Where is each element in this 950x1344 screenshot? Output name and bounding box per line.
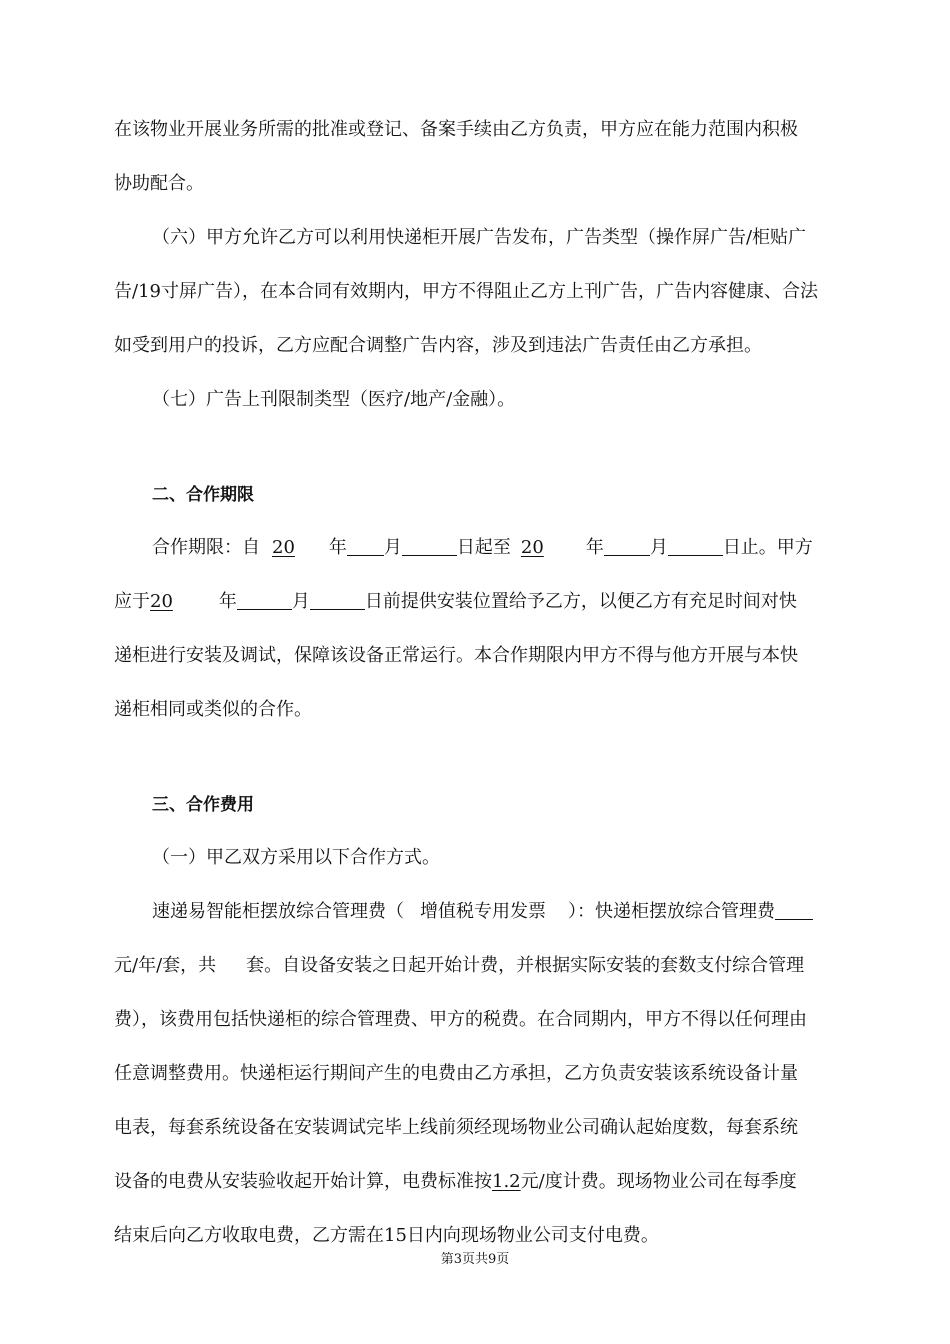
install-month-blank xyxy=(237,591,292,610)
end-month-blank xyxy=(604,537,650,556)
page-number: 第3页共9页 xyxy=(440,1252,510,1267)
paragraph-line: 递柜相同或类似的合作。 xyxy=(114,699,312,720)
fee-line xyxy=(152,900,813,924)
term-text: 日起至 xyxy=(456,537,511,558)
install-day-blank xyxy=(310,591,365,610)
term-text: 合作期限：自 xyxy=(152,537,260,558)
paragraph-line: 电表，每套系统设备在安装调试完毕上线前须经现场物业公司确认起始度数，每套系统 xyxy=(114,1117,798,1138)
invoice-type: 增值税专用发票 xyxy=(420,901,546,922)
paragraph-line: 如受到用户的投诉，乙方应配合调整广告内容，涉及到违法广告责任由乙方承担。 xyxy=(114,335,762,356)
term-text: 日前提供安装位置给予乙方，以便乙方有充足时间对快 xyxy=(364,591,797,612)
paragraph-line: 在该物业开展业务所需的批准或登记、备案手续由乙方负责，甲方应在能力范围内积极 xyxy=(114,119,798,140)
start-month-blank xyxy=(347,537,384,556)
paragraph-line: 协助配合。 xyxy=(114,173,204,194)
fee-item-one: （一）甲乙双方采用以下合作方式。 xyxy=(152,847,440,868)
section-heading-term: 二、合作期限 xyxy=(152,485,254,505)
clause-seven-line: （七）广告上刊限制类型（医疗/地产/金融）。 xyxy=(152,389,516,410)
fee-text: 元/年/套，共 xyxy=(114,955,217,976)
term-text: 年 xyxy=(218,591,237,612)
paragraph-line: 任意调整费用。快递柜运行期间产生的电费由乙方承担，乙方负责安装该系统设备计量 xyxy=(114,1063,798,1084)
end-year-field: 20 xyxy=(520,537,544,558)
section-heading-fees: 三、合作费用 xyxy=(152,795,254,815)
fee-line xyxy=(114,1170,797,1194)
paragraph-line: 结束后向乙方收取电费，乙方需在15日内向现场物业公司支付电费。 xyxy=(114,1225,659,1246)
clause-six-line: （六）甲方允许乙方可以利用快递柜开展广告发布，广告类型（操作屏广告/柜贴广 xyxy=(152,227,807,248)
end-day-blank xyxy=(668,537,723,556)
term-text: 月 xyxy=(383,537,402,558)
term-text: 年 xyxy=(585,537,604,558)
term-text: 月 xyxy=(649,537,668,558)
term-text: 月 xyxy=(291,591,310,612)
term-text: 年 xyxy=(328,537,347,558)
start-year-field: 20 xyxy=(272,537,295,558)
paragraph-line: 递柜进行安装及调试，保障该设备正常运行。本合作期限内甲方不得与他方开展与本快 xyxy=(114,645,798,666)
fee-text: 套。自设备安装之日起开始计费，并根据实际安装的套数支付综合管理 xyxy=(246,955,805,976)
fee-text: 速递易智能柜摆放综合管理费（ xyxy=(152,901,404,922)
fee-text: ）：快递柜摆放综合管理费 xyxy=(568,901,775,922)
install-year-field: 20 xyxy=(150,591,173,612)
term-text: 日止。甲方 xyxy=(722,537,813,558)
fee-amount-blank xyxy=(775,901,813,920)
start-day-blank xyxy=(402,537,457,556)
fee-text: 设备的电费从安装验收起开始计算，电费标准按 xyxy=(114,1171,492,1192)
paragraph-line: 费），该费用包括快递柜的综合管理费、甲方的税费。在合同期内，甲方不得以任何理由 xyxy=(114,1009,807,1030)
fee-line xyxy=(114,954,804,978)
term-line xyxy=(114,590,797,614)
fee-text: 元/度计费。现场物业公司在每季度 xyxy=(520,1171,797,1192)
term-text: 应于 xyxy=(114,591,150,612)
electricity-rate: 1.2 xyxy=(492,1171,521,1192)
term-line xyxy=(152,536,813,560)
paragraph-line: 告/19寸屏广告），在本合同有效期内，甲方不得阻止乙方上刊广告，广告内容健康、合法 xyxy=(114,281,818,302)
